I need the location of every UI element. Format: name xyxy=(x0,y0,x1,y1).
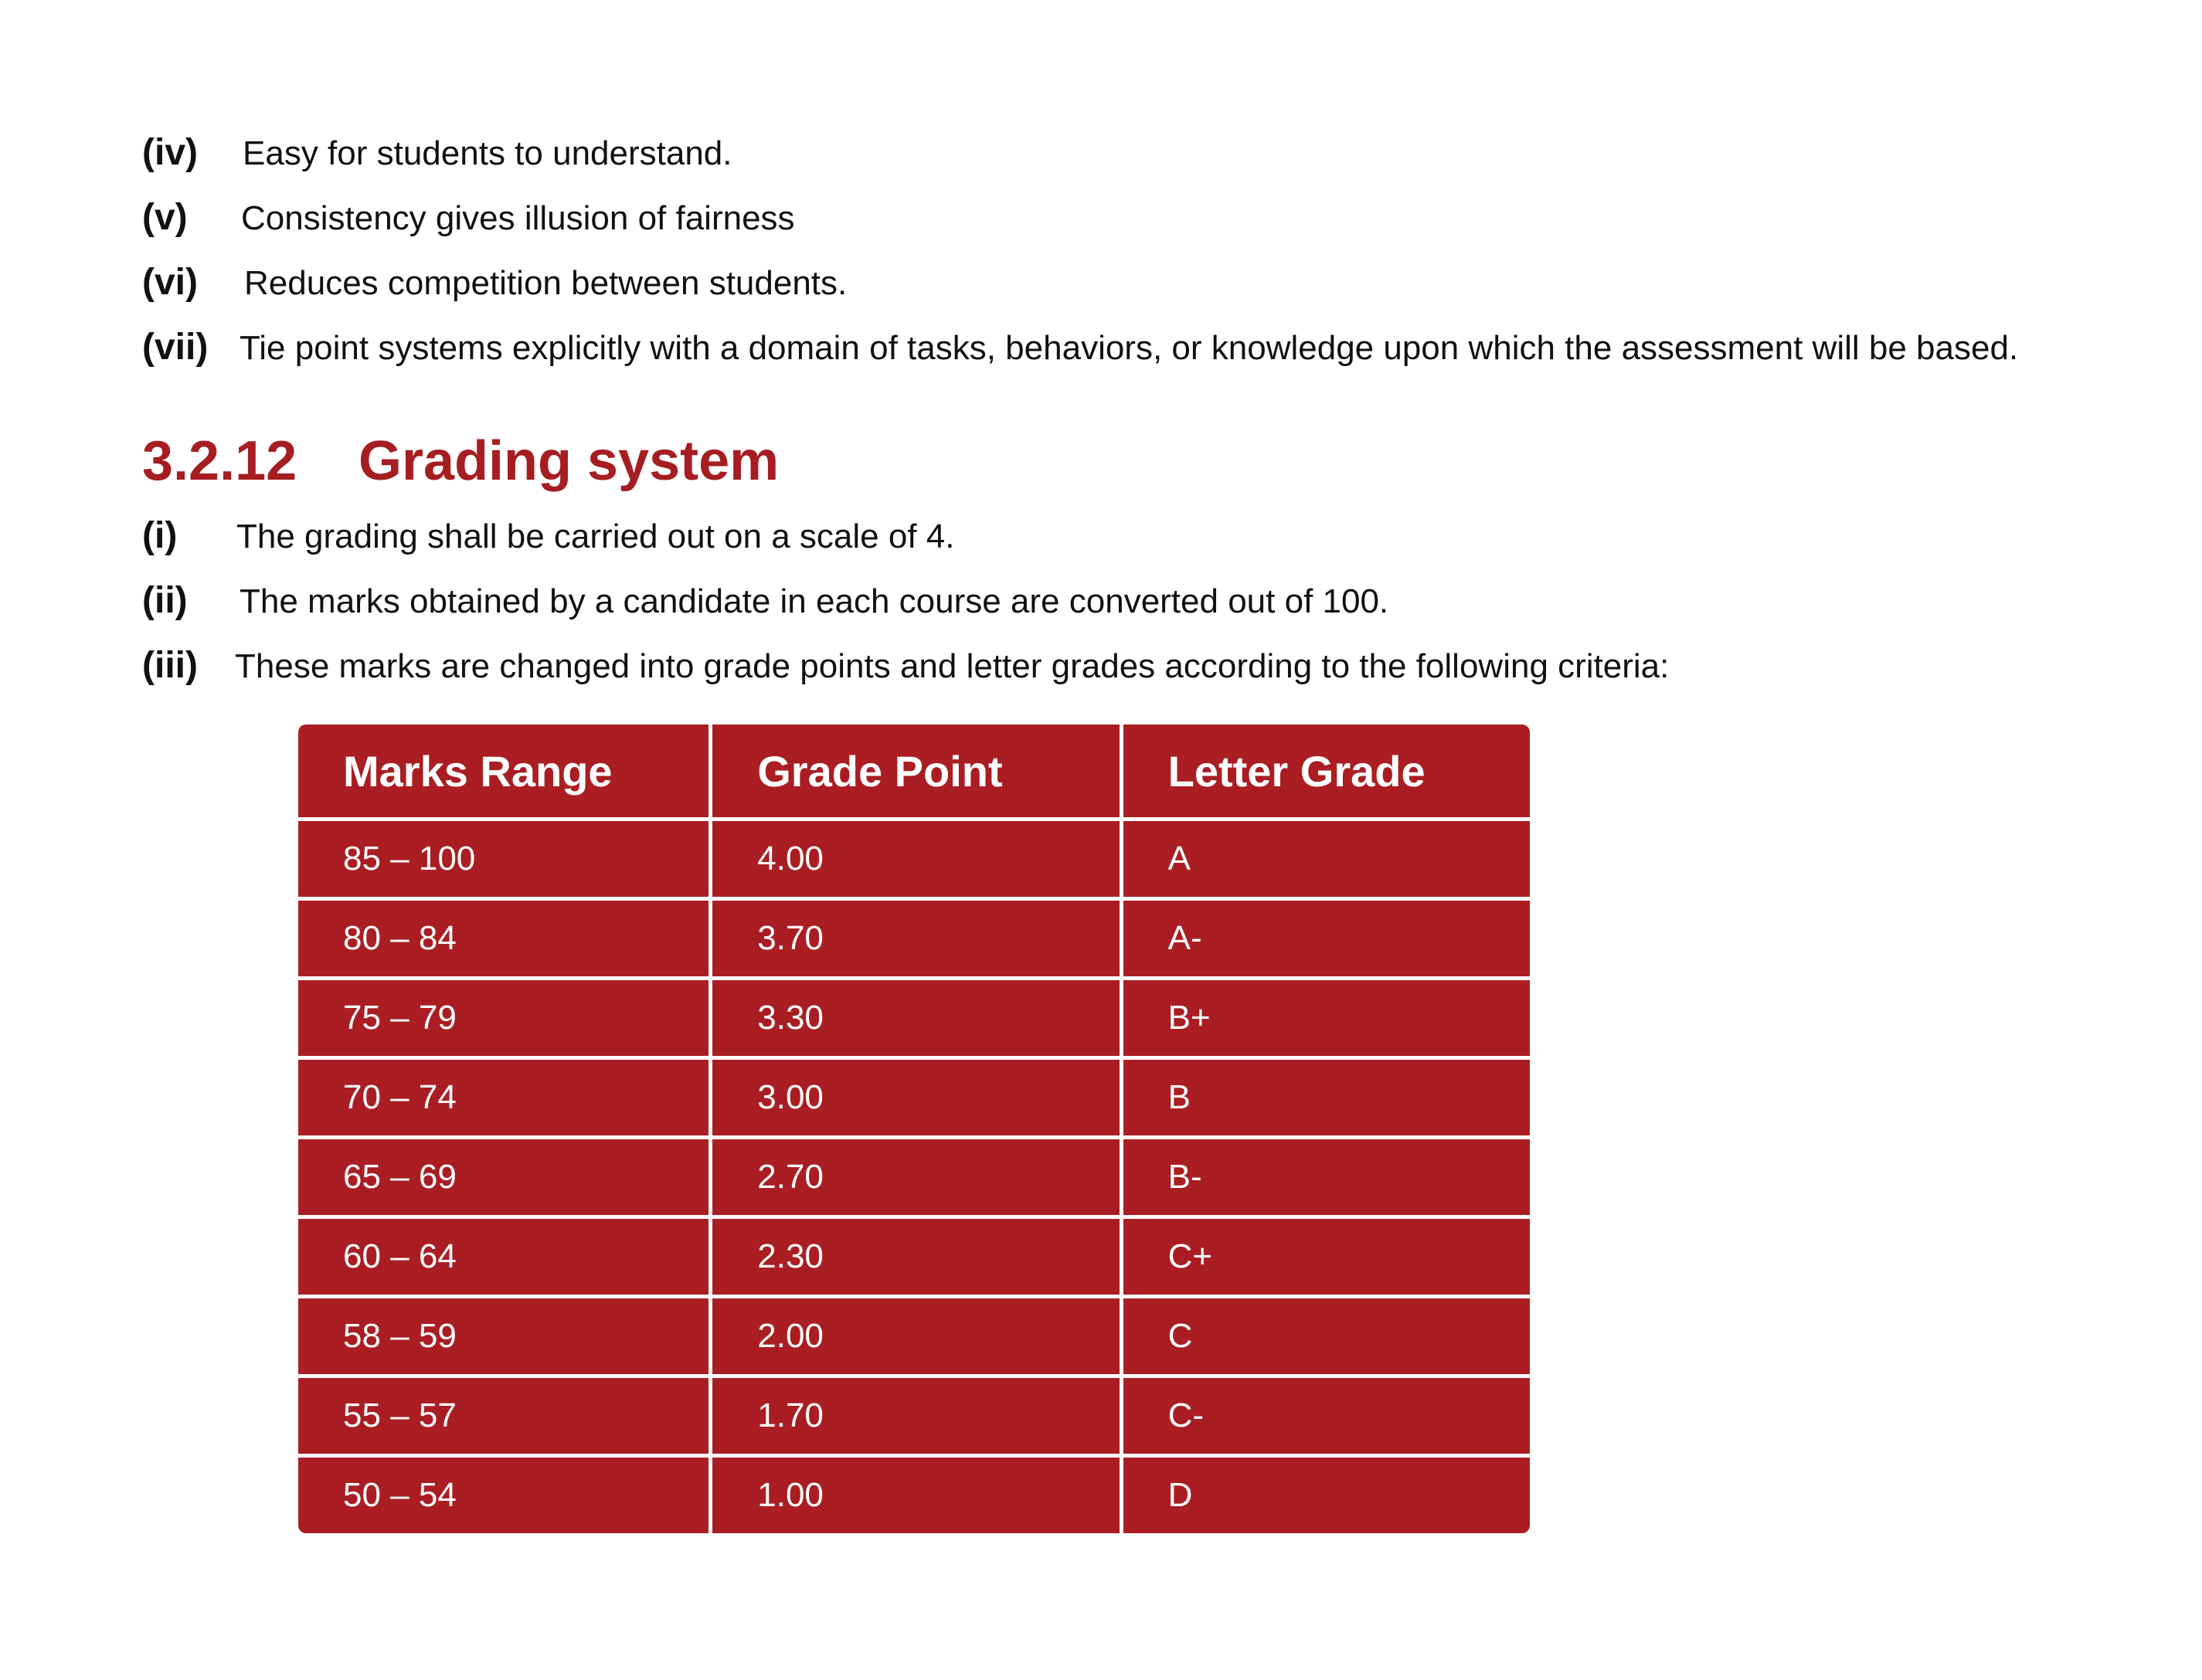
list-item-text: The marks obtained by a candidate in each course are converted out of 100. xyxy=(240,582,1389,620)
section-heading xyxy=(142,426,779,496)
cell-letter-grade: C+ xyxy=(1123,1219,1530,1298)
table-row xyxy=(298,980,1530,1060)
list-item-text: The grading shall be carried out on a scale of 4. xyxy=(236,518,955,555)
table-header-row xyxy=(298,725,1530,821)
section-title: Grading system xyxy=(359,430,780,492)
list-item-number: (iv) xyxy=(142,132,198,173)
list-item-number: (vi) xyxy=(142,262,198,303)
list-item-text: Easy for students to understand. xyxy=(243,134,732,172)
cell-marks-range: 58 – 59 xyxy=(298,1298,712,1378)
list-item-iv xyxy=(142,131,2074,175)
cell-grade-point: 2.30 xyxy=(712,1219,1123,1298)
list-item-number: (vii) xyxy=(142,327,209,368)
cell-marks-range: 55 – 57 xyxy=(298,1378,712,1458)
cell-grade-point: 1.00 xyxy=(712,1458,1123,1533)
cell-letter-grade: B+ xyxy=(1123,980,1530,1060)
list-item-vii xyxy=(142,326,2074,370)
cell-letter-grade: C- xyxy=(1123,1378,1530,1458)
cell-letter-grade: B- xyxy=(1123,1139,1530,1219)
cell-letter-grade: D xyxy=(1123,1458,1530,1533)
table-row xyxy=(298,1139,1530,1219)
list-item-number: (iii) xyxy=(142,645,198,686)
cell-grade-point: 1.70 xyxy=(712,1378,1123,1458)
cell-letter-grade: C xyxy=(1123,1298,1530,1378)
cell-grade-point: 2.70 xyxy=(712,1139,1123,1219)
table-row xyxy=(298,1458,1530,1533)
list-item-text: These marks are changed into grade points and letter grades according to the following criteria: xyxy=(235,647,1670,685)
table-row xyxy=(298,1378,1530,1458)
cell-grade-point: 2.00 xyxy=(712,1298,1123,1378)
list-item-number: (i) xyxy=(142,515,178,556)
list-item-text: Reduces competition between students. xyxy=(244,264,848,302)
header-marks-range: Marks Range xyxy=(298,725,712,821)
cell-marks-range: 75 – 79 xyxy=(298,980,712,1060)
cell-marks-range: 60 – 64 xyxy=(298,1219,712,1298)
table-row xyxy=(298,821,1530,901)
list-item-ii xyxy=(142,579,2074,623)
table-row xyxy=(298,1219,1530,1298)
cell-letter-grade: A xyxy=(1123,821,1530,901)
list-item-i xyxy=(142,514,2074,558)
table-row xyxy=(298,901,1530,980)
cell-grade-point: 3.70 xyxy=(712,901,1123,980)
table-row xyxy=(298,1298,1530,1378)
list-item-text: Tie point systems explicitly with a domain of tasks, behaviors, or knowledge upon which the assessment will be based. xyxy=(240,329,2019,367)
cell-grade-point: 4.00 xyxy=(712,821,1123,901)
cell-marks-range: 85 – 100 xyxy=(298,821,712,901)
cell-grade-point: 3.30 xyxy=(712,980,1123,1060)
cell-marks-range: 50 – 54 xyxy=(298,1458,712,1533)
table-row xyxy=(298,1060,1530,1139)
list-item-v xyxy=(142,196,2074,240)
list-item-text: Consistency gives illusion of fairness xyxy=(241,199,795,237)
cell-marks-range: 65 – 69 xyxy=(298,1139,712,1219)
cell-letter-grade: A- xyxy=(1123,901,1530,980)
list-item-iii xyxy=(142,644,2074,688)
list-item-number: (ii) xyxy=(142,580,188,621)
list-item-number: (v) xyxy=(142,197,188,238)
cell-grade-point: 3.00 xyxy=(712,1060,1123,1139)
cell-marks-range: 70 – 74 xyxy=(298,1060,712,1139)
header-letter-grade: Letter Grade xyxy=(1123,725,1530,821)
grading-table xyxy=(298,725,1530,1533)
header-grade-point: Grade Point xyxy=(712,725,1123,821)
cell-letter-grade: B xyxy=(1123,1060,1530,1139)
cell-marks-range: 80 – 84 xyxy=(298,901,712,980)
section-number: 3.2.12 xyxy=(142,430,297,492)
list-item-vi xyxy=(142,261,2074,305)
